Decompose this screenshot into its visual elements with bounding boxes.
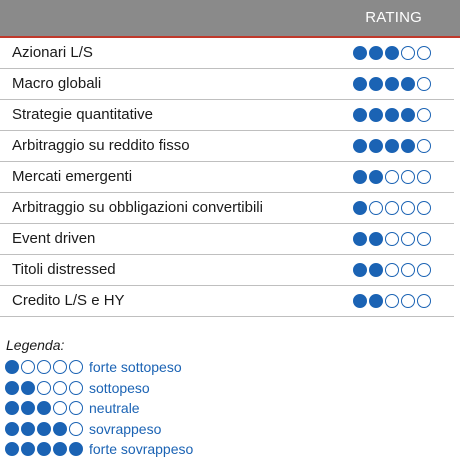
empty-circle-icon	[69, 401, 83, 415]
strategy-rows	[0, 38, 454, 317]
empty-circle-icon	[53, 381, 67, 395]
filled-circle-icon	[353, 108, 367, 122]
filled-circle-icon	[369, 139, 383, 153]
strategy-label: Strategie quantitative	[12, 106, 153, 123]
empty-circle-icon	[21, 360, 35, 374]
filled-circle-icon	[69, 442, 83, 456]
empty-circle-icon	[69, 422, 83, 436]
legend-dots	[5, 442, 83, 456]
legend-dots	[5, 422, 83, 436]
filled-circle-icon	[53, 422, 67, 436]
filled-circle-icon	[21, 401, 35, 415]
legend-label: forte sovrappeso	[89, 441, 194, 458]
empty-circle-icon	[385, 170, 399, 184]
filled-circle-icon	[385, 77, 399, 91]
filled-circle-icon	[369, 77, 383, 91]
rating-dots	[353, 108, 431, 122]
empty-circle-icon	[417, 46, 431, 60]
legend	[5, 337, 193, 460]
filled-circle-icon	[21, 442, 35, 456]
rating-dots	[353, 263, 431, 277]
empty-circle-icon	[385, 232, 399, 246]
empty-circle-icon	[385, 201, 399, 215]
strategy-label: Arbitraggio su obbligazioni convertibili	[12, 199, 263, 216]
empty-circle-icon	[53, 401, 67, 415]
filled-circle-icon	[53, 442, 67, 456]
empty-circle-icon	[417, 294, 431, 308]
empty-circle-icon	[401, 263, 415, 277]
table-row	[0, 69, 454, 100]
table-row	[0, 131, 454, 162]
filled-circle-icon	[5, 422, 19, 436]
filled-circle-icon	[369, 108, 383, 122]
legend-item	[5, 378, 193, 399]
empty-circle-icon	[401, 294, 415, 308]
filled-circle-icon	[5, 381, 19, 395]
empty-circle-icon	[401, 170, 415, 184]
rating-dots	[353, 170, 431, 184]
empty-circle-icon	[417, 170, 431, 184]
filled-circle-icon	[401, 77, 415, 91]
empty-circle-icon	[37, 381, 51, 395]
empty-circle-icon	[401, 46, 415, 60]
rating-dots	[353, 77, 431, 91]
rating-dots	[353, 232, 431, 246]
filled-circle-icon	[401, 139, 415, 153]
empty-circle-icon	[53, 360, 67, 374]
filled-circle-icon	[21, 422, 35, 436]
strategy-label: Arbitraggio su reddito fisso	[12, 137, 190, 154]
legend-item	[5, 439, 193, 460]
legend-title: Legenda:	[6, 337, 65, 353]
empty-circle-icon	[37, 360, 51, 374]
empty-circle-icon	[69, 381, 83, 395]
empty-circle-icon	[417, 201, 431, 215]
filled-circle-icon	[369, 170, 383, 184]
rating-dots	[353, 139, 431, 153]
table-row	[0, 100, 454, 131]
table-row	[0, 286, 454, 317]
legend-label: sovrappeso	[89, 420, 162, 437]
table-header	[0, 0, 460, 36]
filled-circle-icon	[353, 294, 367, 308]
legend-dots	[5, 360, 83, 374]
empty-circle-icon	[385, 294, 399, 308]
rating-dots	[353, 46, 431, 60]
table-row	[0, 224, 454, 255]
legend-item	[5, 419, 193, 440]
filled-circle-icon	[21, 381, 35, 395]
table-row	[0, 193, 454, 224]
strategy-label: Event driven	[12, 230, 96, 247]
filled-circle-icon	[401, 108, 415, 122]
filled-circle-icon	[5, 401, 19, 415]
filled-circle-icon	[5, 442, 19, 456]
strategy-label: Azionari L/S	[12, 44, 93, 61]
empty-circle-icon	[69, 360, 83, 374]
empty-circle-icon	[417, 77, 431, 91]
legend-dots	[5, 401, 83, 415]
empty-circle-icon	[417, 139, 431, 153]
filled-circle-icon	[369, 46, 383, 60]
legend-item	[5, 398, 193, 419]
empty-circle-icon	[417, 232, 431, 246]
rating-dots	[353, 294, 431, 308]
filled-circle-icon	[353, 263, 367, 277]
filled-circle-icon	[353, 201, 367, 215]
legend-label: sottopeso	[89, 379, 150, 396]
filled-circle-icon	[369, 294, 383, 308]
table-row	[0, 38, 454, 69]
filled-circle-icon	[37, 442, 51, 456]
legend-label: forte sottopeso	[89, 359, 182, 376]
filled-circle-icon	[385, 139, 399, 153]
filled-circle-icon	[5, 360, 19, 374]
filled-circle-icon	[369, 263, 383, 277]
legend-label: neutrale	[89, 400, 140, 417]
strategy-label: Macro globali	[12, 75, 102, 92]
empty-circle-icon	[369, 201, 383, 215]
filled-circle-icon	[353, 139, 367, 153]
filled-circle-icon	[385, 46, 399, 60]
table-row	[0, 162, 454, 193]
filled-circle-icon	[37, 401, 51, 415]
empty-circle-icon	[401, 232, 415, 246]
filled-circle-icon	[353, 170, 367, 184]
strategy-label: Titoli distressed	[12, 261, 116, 278]
filled-circle-icon	[353, 232, 367, 246]
filled-circle-icon	[353, 77, 367, 91]
filled-circle-icon	[353, 46, 367, 60]
rating-dots	[353, 201, 431, 215]
empty-circle-icon	[417, 108, 431, 122]
strategy-label: Credito L/S e HY	[12, 292, 125, 309]
filled-circle-icon	[369, 232, 383, 246]
empty-circle-icon	[401, 201, 415, 215]
table-row	[0, 255, 454, 286]
filled-circle-icon	[37, 422, 51, 436]
empty-circle-icon	[385, 263, 399, 277]
empty-circle-icon	[417, 263, 431, 277]
legend-item	[5, 357, 193, 378]
strategy-label: Mercati emergenti	[12, 168, 133, 185]
rating-column-header: RATING	[365, 9, 422, 26]
legend-dots	[5, 381, 83, 395]
filled-circle-icon	[385, 108, 399, 122]
